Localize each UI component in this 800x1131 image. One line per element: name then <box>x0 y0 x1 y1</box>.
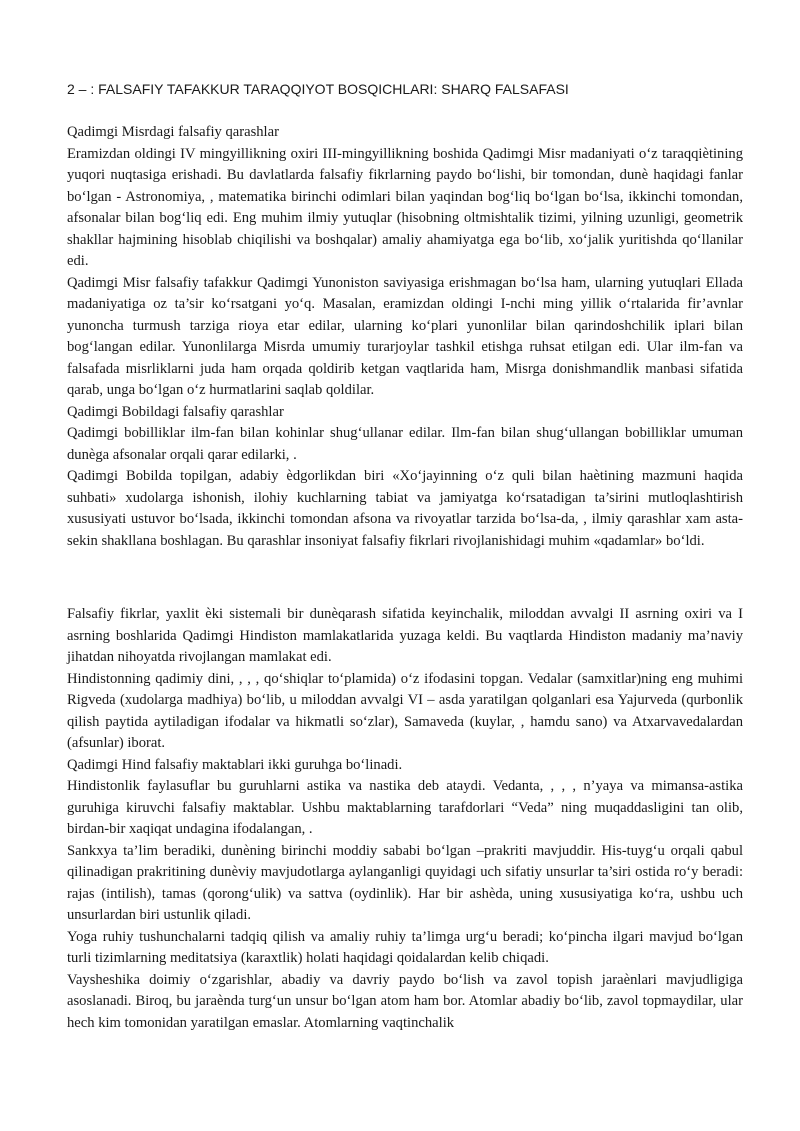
paragraph: Qadimgi bobilliklar ilm-fan bilan kohinlar shug‘ullanar edilar. Ilm-fan bilan shug‘ullangan bobilliklar umuman dunèga afsonalar orqali qarar edilarki, . <box>67 425 743 463</box>
paragraph: Hindistonlik faylasuflar bu guruhlarni astika va nastika deb ataydi. Vedanta, , , , n’yaya va mimansa-astika guruhiga kiruvchi falsafiy maktablar. Ushbu maktablarning tarafdorlari “Veda” ning muqaddasligini tan olib, birdan-bir xaqiqat undagina ifodalangan, . <box>67 778 743 837</box>
paragraph: Sankxya ta’lim beradiki, dunèning birinchi moddiy sababi bo‘lgan –prakriti mavjuddir. His-tuyg‘u orqali qabul qilinadigan prakritining dunèviy mavjudotlarga aylanganligi quyidagi uch sifatiy unsurlar ta’siri ostida ro‘y beradi: rajas (intilish), tamas (qorong‘ulik) va sattva (oydinlik). Har bir ashèda, uning xususiyatiga ko‘ra, ushbu uch unsurlardan biri ustunlik qiladi. <box>67 842 743 923</box>
paragraph: Yoga ruhiy tushunchalarni tadqiq qilish va amaliy ruhiy ta’limga urg‘u beradi; ko‘pincha ilgari mavjud bo‘lgan turli tizimlarning meditatsiya (karaxtlik) holati haqidagi qoidalardan kelib chiqadi. <box>67 928 743 966</box>
document-title: 2 – : FALSAFIY TAFAKKUR TARAQQIYOT BOSQICHLARI: SHARQ FALSAFASI <box>67 81 569 97</box>
paragraph: Falsafiy fikrlar, yaxlit èki sistemali bir dunèqarash sifatida keyinchalik, miloddan avvalgi II asrning oxiri va I asrning boshlarida Qadimgi Hindiston mamlakatlarida yuzaga keldi. Bu vaqtlarda Hindiston madaniy ma’naviy jihatdan nihoyatda rivojlangan mamlakat edi. <box>67 606 743 665</box>
paragraph: Vaysheshika doimiy o‘zgarishlar, abadiy va davriy paydo bo‘lish va zavol topish jaraènlari mavjudligiga asoslanadi. Biroq, bu jaraènda turg‘un unsur bo‘lgan atom ham bor. Atomlar abadiy bo‘lib, zavol topmaydilar, ular hech kim tomonidan yaratilgan emaslar. Atomlarning vaqtinchalik <box>67 971 743 1031</box>
section-heading-misr: Qadimgi Misrdagi falsafiy qarashlar <box>67 124 279 140</box>
paragraph: Hindistonning qadimiy dini, , , , qo‘shiqlar to‘plamida) o‘z ifodasini topgan. Vedalar (samxitlar)ning eng muhimi Rigveda (xudolarga madhiya) bo‘lib, u miloddan avvalgi VI – asda yaratilgan qolganlari esa Yajurveda (qurbonlik qilish paytida aytiladigan ifodalar va hikmatli so‘zlar), Samaveda (kuylar, , hamdu sano) va Atxarvavedalardan (afsunlar) iborat. <box>67 670 743 751</box>
section-heading-hind: Qadimgi Hind falsafiy maktablari ikki guruhga bo‘linadi. <box>67 756 403 773</box>
paragraph: Qadimgi Misr falsafiy tafakkur Qadimgi Yunoniston saviyasiga erishmagan bo‘lsa ham, ularning yutuqlari Ellada madaniyatiga oz ta’sir ko‘rsatgani yo‘q. Masalan, eramizdan oldingi I-nchi ming yillik o‘rtalarida fir’avnlar yunoncha turmush tarziga rioya etar edilar, ularning ko‘plari yunonlilar bilan qarindoshchilik iplari bilan bog‘langan edilar. Yunonlilarga Misrda umumiy turarjoylar tashkil etishga ruhsat etilgan edi. Ular ilm-fan va falsafada misrliklarni juda ham orqada qoldirib ketgan vaqtlarida ham, Misrga donishmandlik manbasi sifatida qarab, unga bo‘lgan o‘z hurmatlarini saqlab qoldilar. <box>67 274 743 398</box>
paragraph: Eramizdan oldingi IV mingyillikning oxiri III-mingyillikning boshida Qadimgi Misr madaniyati o‘z taraqqiètining yuqori nuqtasiga erishadi. Bu davlatlarda falsafiy fikrlarning paydo bo‘lishi, bir tomondan, dunè haqidagi fanlar bo‘lgan - Astronomiya, , matematika birinchi odimlari bilan yaqindan bog‘liq bo‘lgan bo‘lsa, ikkinchi tomondan, afsonalar bilan bog‘liq edi. Eng muhim ilmiy yutuqlar (hisobning oltmishtalik tizimi, yilning uzunligi, geometrik shakllar hajmining hisoblab chiqilishi va boshqalar) amaliy ahamiyatga ega bo‘lib, xo‘jalik yuritishda qo‘llanilar edi. <box>67 145 743 269</box>
paragraph: Qadimgi Bobilda topilgan, adabiy èdgorlikdan biri «Xo‘jayinning o‘z quli bilan haètining mazmuni haqida suhbati» xudolarga ishonish, ilohiy kuchlarning tabiat va jamiyatga ko‘rsatadigan ta’sirini mutloqlashtirish xususiyati ustuvor bo‘lsada, ikkinchi tomondan afsona va rivoyatlar tarzida bo‘lsa-da, , ilmiy qarashlar xam asta-sekin shakllana boshlagan. Bu qarashlar insoniyat falsafiy fikrlari rivojlanishidagi muhim «qadamlar» bo‘ldi. <box>67 468 743 549</box>
section-heading-bobil: Qadimgi Bobildagi falsafiy qarashlar <box>67 403 284 420</box>
section-gap <box>67 552 743 604</box>
document-page <box>67 80 743 1034</box>
